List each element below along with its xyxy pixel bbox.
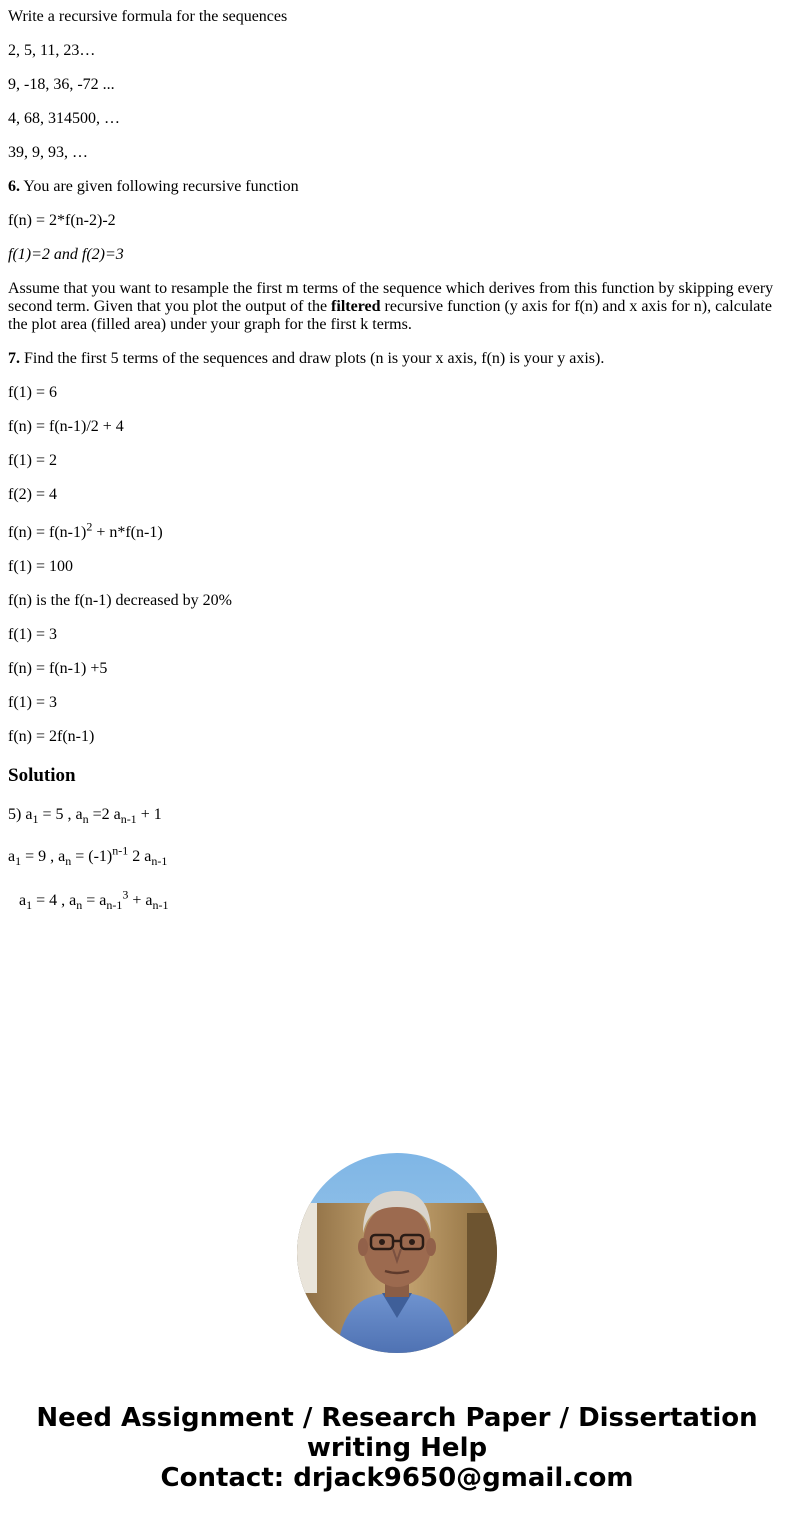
math-part: =2 a	[88, 806, 121, 823]
math-subscript: n-1	[152, 898, 169, 913]
question-7	[8, 350, 604, 368]
math-subscript: 1	[26, 898, 33, 913]
solution-heading: Solution	[8, 765, 76, 786]
math-part: 2 a	[128, 848, 152, 865]
q7-line: f(1) = 3	[8, 694, 58, 711]
sequence-2: 9, -18, 36, -72 ...	[8, 76, 115, 93]
math-part: = (-1)	[71, 848, 113, 865]
math-subscript: 1	[32, 812, 39, 827]
q7-line: f(1) = 2	[8, 452, 58, 469]
math-subscript: n	[82, 812, 89, 827]
q7-line: f(n) is the f(n-1) decreased by 20%	[8, 592, 232, 609]
solution-line-2	[8, 843, 168, 869]
equation-part: f(n) = f(n-1)	[8, 524, 87, 541]
math-subscript: n	[76, 898, 83, 913]
equation-exponent: 2	[86, 519, 93, 534]
solution-line-3	[19, 887, 169, 913]
sequence-4: 39, 9, 93, …	[8, 144, 88, 161]
q6-paragraph	[8, 280, 786, 334]
math-subscript: n-1	[151, 854, 168, 869]
question-number: 7.	[8, 350, 20, 367]
math-part: = a	[82, 892, 107, 909]
q7-line: f(2) = 4	[8, 486, 58, 503]
math-part: a	[19, 892, 27, 909]
question-text: You are given following recursive function	[20, 178, 299, 195]
sequence-3: 4, 68, 314500, …	[8, 110, 120, 127]
math-subscript: 1	[15, 854, 22, 869]
question-text: Find the first 5 terms of the sequences and draw plots (n is your x axis, f(n) is your y axis).	[20, 350, 605, 367]
sequence-1: 2, 5, 11, 23…	[8, 42, 96, 59]
q6-paragraph-part1: Assume that you want to resample the first m terms of the sequence which derives from this function by skipping every second term. Given that you plot the output of the	[8, 280, 774, 315]
math-subscript: n	[65, 854, 72, 869]
math-subscript: n-1	[106, 898, 123, 913]
contact-footer	[0, 1403, 794, 1493]
q7-line: f(1) = 100	[8, 558, 74, 575]
question-6	[8, 178, 299, 196]
math-part: = 4 , a	[32, 892, 77, 909]
footer-line-1: Need Assignment / Research Paper / Dissertation	[36, 1403, 758, 1433]
footer-line-2: writing Help	[306, 1433, 488, 1463]
math-subscript: n-1	[120, 812, 137, 827]
intro-text: Write a recursive formula for the sequences	[8, 8, 288, 25]
math-part: + 1	[136, 806, 162, 823]
question-number: 6.	[8, 178, 20, 195]
author-avatar	[297, 1153, 497, 1353]
solution-line-1	[8, 806, 162, 827]
math-part: = 5 , a	[38, 806, 83, 823]
math-part: = 9 , a	[21, 848, 66, 865]
equation-part: + n*f(n-1)	[92, 524, 163, 541]
q7-line: f(n) = 2f(n-1)	[8, 728, 95, 745]
math-part: + a	[128, 892, 153, 909]
math-part: 5) a	[8, 806, 33, 823]
q6-paragraph-part2: recursive function (y axis for f(n) and x axis for n), calculate the plot area (filled area) under your graph for the first k terms.	[8, 298, 772, 333]
math-superscript: n-1	[112, 843, 129, 858]
math-part: a	[8, 848, 16, 865]
q7-squared-equation	[8, 519, 163, 542]
q6-initial-conditions: f(1)=2 and f(2)=3	[8, 246, 124, 263]
q6-formula: f(n) = 2*f(n-2)-2	[8, 212, 116, 229]
author-photo-icon	[297, 1153, 497, 1353]
q7-line: f(n) = f(n-1) +5	[8, 660, 108, 677]
q7-line: f(n) = f(n-1)/2 + 4	[8, 418, 124, 435]
math-superscript: 3	[122, 887, 129, 902]
q7-line: f(1) = 3	[8, 626, 58, 643]
q6-paragraph-bold: filtered	[331, 298, 381, 315]
q7-line: f(1) = 6	[8, 384, 58, 401]
footer-contact: Contact: drjack9650@gmail.com	[160, 1463, 634, 1493]
